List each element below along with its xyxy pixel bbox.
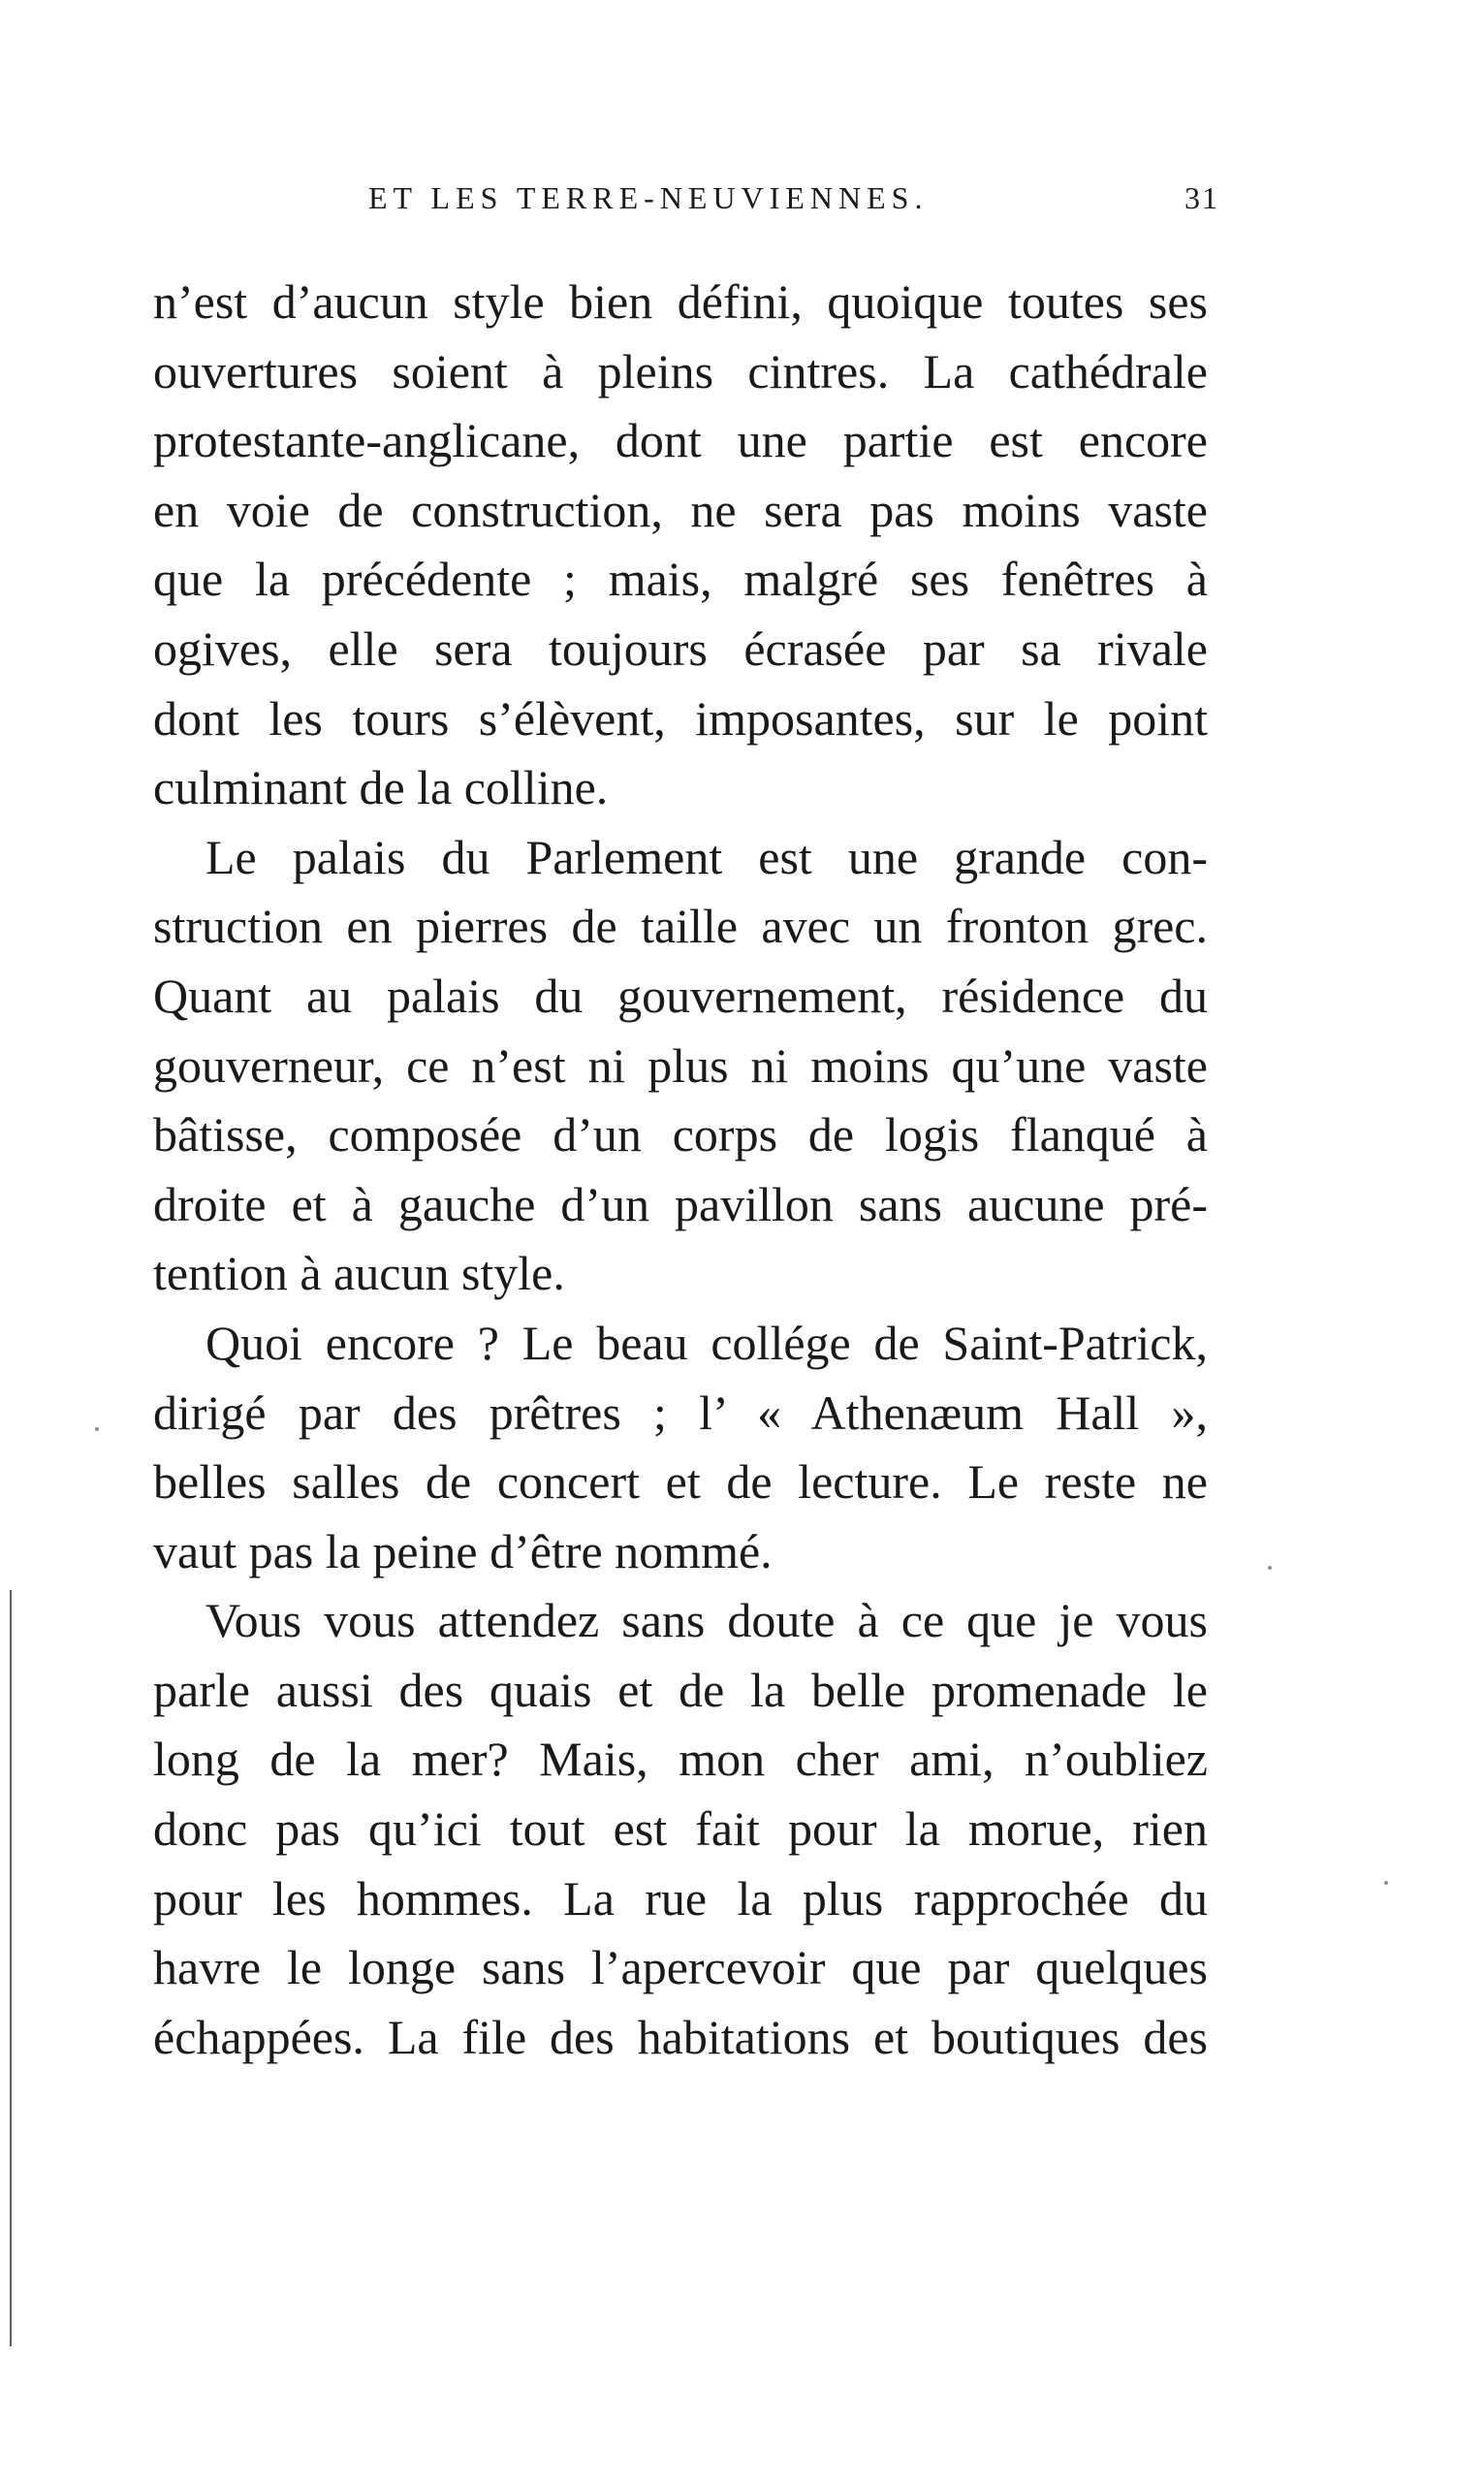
paragraph-2 [153, 823, 1208, 1309]
scan-speck [1384, 1881, 1388, 1885]
text-line: Le palais du Parlement est une grande con- [205, 829, 1208, 884]
paragraph-3 [153, 1309, 1208, 1586]
body-text [153, 268, 1208, 2072]
scan-speck [95, 1427, 99, 1431]
running-head: ET LES TERRE-NEUVIENNES. [368, 180, 929, 215]
text-line: échappées. La file des habitations et boutiques des [153, 2009, 1208, 2064]
paragraph-4 [153, 1586, 1208, 2072]
text-line: struction en pierres de taille avec un fronton grec. [153, 899, 1208, 954]
text-line: ogives, elle sera toujours écrasée par sa rivale [153, 621, 1208, 676]
text-line: Quoi encore ? Le beau collége de Saint-Patrick, [205, 1315, 1208, 1370]
text-line: en voie de construction, ne sera pas moins vaste [153, 482, 1208, 537]
text-line: culminant de la colline. [153, 760, 609, 815]
text-line: tention à aucun style. [153, 1246, 565, 1301]
text-line: ouvertures soient à pleins cintres. La cathédrale [153, 343, 1208, 398]
text-line: droite et à gauche d’un pavillon sans aucune pré- [153, 1176, 1208, 1231]
text-line: que la précédente ; mais, malgré ses fenêtres à [153, 552, 1208, 607]
text-line: bâtisse, composée d’un corps de logis flanqué à [153, 1107, 1208, 1162]
text-line: gouverneur, ce n’est ni plus ni moins qu’une vaste [153, 1037, 1208, 1093]
text-line: donc pas qu’ici tout est fait pour la morue, rien [153, 1801, 1208, 1857]
text-line: long de la mer? Mais, mon cher ami, n’oubliez [153, 1732, 1208, 1787]
text-line: n’est d’aucun style bien défini, quoique toutes ses [153, 274, 1208, 329]
text-line: vaut pas la peine d’être nommé. [153, 1523, 773, 1578]
text-line: havre le longe sans l’apercevoir que par quelques [153, 1940, 1208, 1995]
page-number: 31 [1184, 180, 1219, 215]
text-line: pour les hommes. La rue la plus rapprochée du [153, 1870, 1208, 1926]
scan-speck [1268, 1566, 1272, 1570]
scan-edge-line [10, 1590, 12, 2346]
paragraph-1 [153, 268, 1208, 823]
text-line: parle aussi des quais et de la belle promenade le [153, 1662, 1208, 1717]
text-line: belles salles de concert et de lecture. Le reste ne [153, 1454, 1208, 1510]
text-line: dont les tours s’élèvent, imposantes, sur le point [153, 690, 1208, 746]
text-line: Quant au palais du gouvernement, résidence du [153, 968, 1208, 1023]
text-line: Vous vous attendez sans doute à ce que je vous [205, 1593, 1208, 1648]
text-line: protestante-anglicane, dont une partie est encore [153, 413, 1208, 468]
text-line: dirigé par des prêtres ; l’ « Athenæum Hall », [153, 1385, 1208, 1440]
